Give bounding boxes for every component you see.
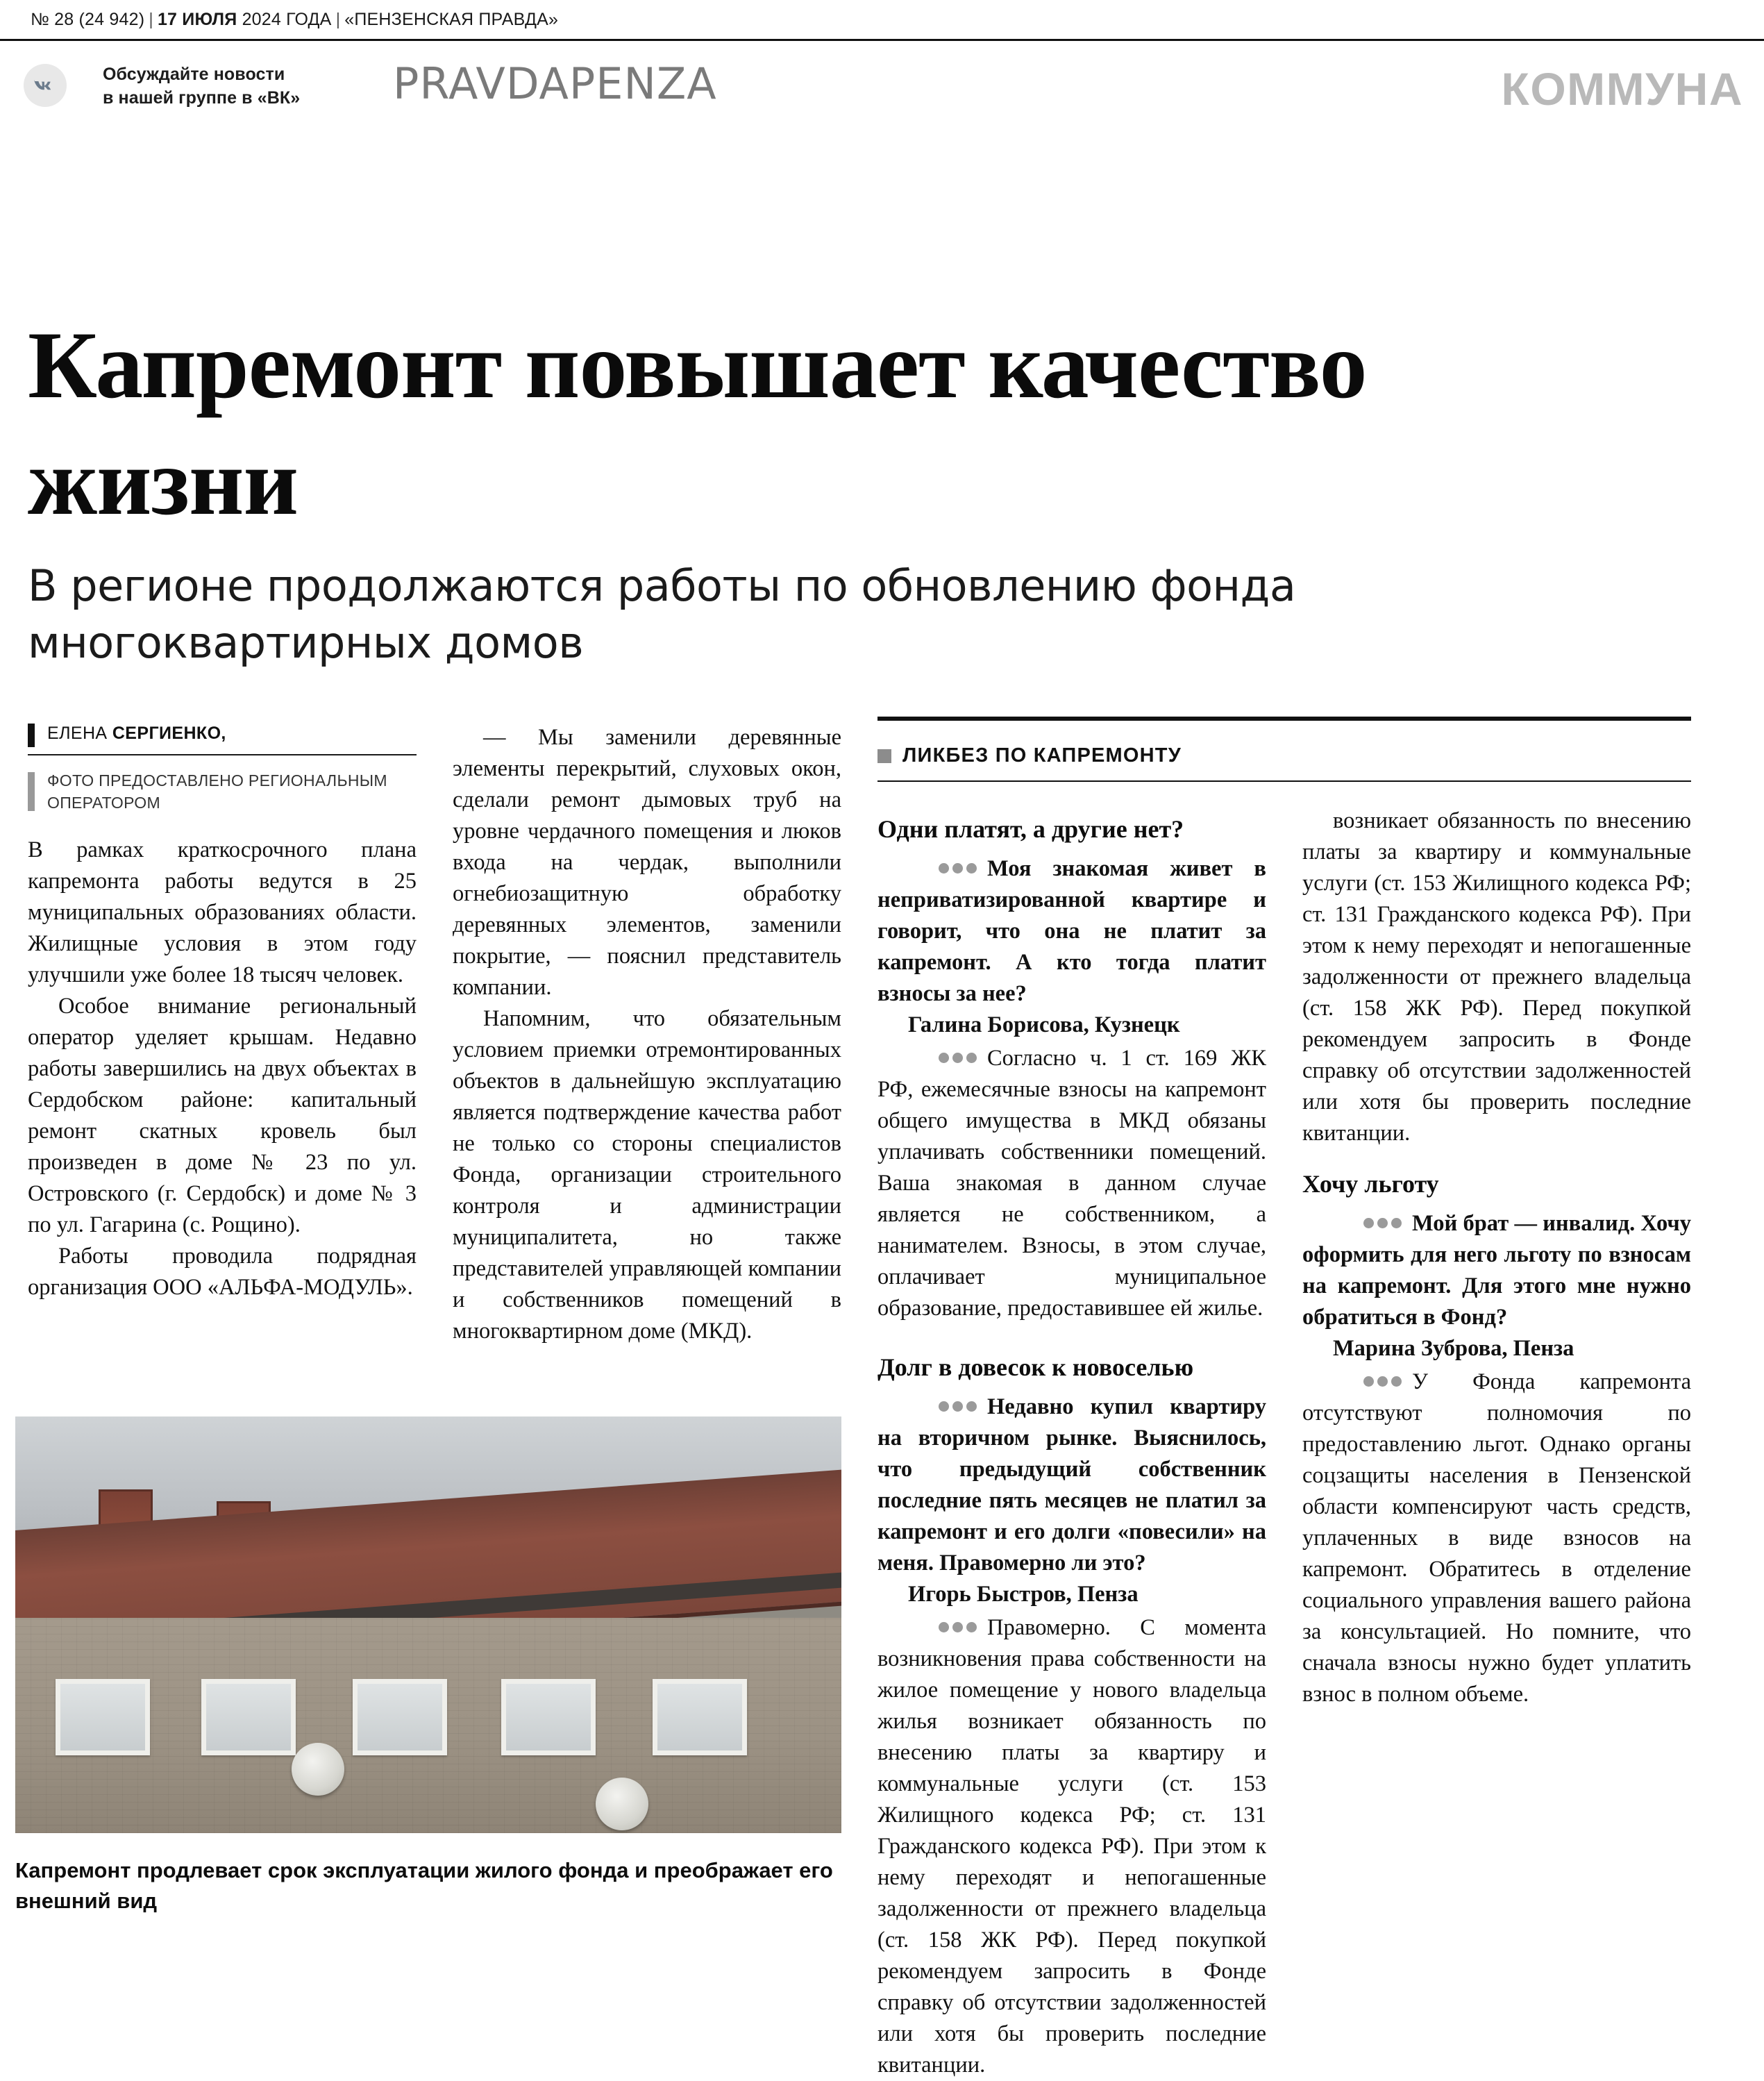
header-bar: [0, 53, 1764, 128]
qa-heading: Долг в довесок к новоселью: [877, 1353, 1194, 1381]
photo-window: [56, 1679, 150, 1755]
paper-name: «ПЕНЗЕНСКАЯ ПРАВДА»: [344, 10, 559, 29]
qa-question-text: Недавно купил квартиру на вторичном рынке. Выяснилось, что предыдущий собственник последние пять месяцев не платил за капремонт и его долги «повесили» на меня. Правомерно ли это?: [877, 1394, 1266, 1576]
column-four: [1302, 805, 1691, 1710]
masthead-line: [31, 10, 1733, 30]
qa-question: [877, 851, 1266, 1010]
qa-answer: [877, 1610, 1266, 2081]
dots-icon: [908, 1389, 980, 1421]
body-paragraph: Особое внимание региональный оператор уделяет крышам. Недавно работы завершились на двух объектах в Сердобском районе: капитальный ремонт скатных кровель был произведен в доме № 23 по ул. Островского (г. Сердобск) и доме № 3 по ул. Гагарина (с. Рощино).: [28, 994, 417, 1237]
qa-heading: Хочу льготу: [1302, 1170, 1439, 1198]
photo-window: [501, 1679, 596, 1755]
qa-answer-text: Согласно ч. 1 ст. 169 ЖК РФ, ежемесячные взносы на капремонт общего имущества в МКД обязаны уплачивать собственники помещений. Ваша знакомая в данном случае является не собственником, а нанимателем. Взносы, в этом случае, оплачивает муниципальное образование, предоставившее ей жилье.: [877, 1046, 1266, 1321]
dots-icon: [908, 1610, 980, 1641]
qa-author: Марина Зуброва, Пенза: [1333, 1336, 1574, 1361]
section-title: КОММУНА: [1501, 63, 1743, 115]
photo-credit: [28, 769, 417, 814]
qa-answer-text: Правомерно. С момента возникновения права собственности на жилое помещение у нового владельца жилья возникает обязанность по внесению платы за квартиру и коммунальные услуги (ст. 153 Жилищного кодекса РФ; ст. 131 Гражданского кодекса РФ). При этом к нему переходят и непогашенные задолженности от прежнего владельца (ст. 158 ЖК РФ). Перед покупкой рекомендуем запросить в Фонде справку об отсутствии задолженностей или хотя бы проверить последние квитанции.: [877, 1615, 1266, 2078]
masthead-divider: [0, 39, 1764, 41]
vk-promo-line-1: Обсуждайте новости: [103, 65, 285, 84]
qa-heading: Одни платят, а другие нет?: [877, 815, 1184, 843]
vk-promo-text: [103, 62, 300, 110]
issue-date-year: 2024 ГОДА: [242, 10, 332, 29]
dots-icon: [908, 851, 980, 883]
column-two: [453, 722, 841, 1347]
column-three: [877, 715, 1266, 2081]
column-one: [28, 722, 417, 1303]
body-paragraph: Работы проводила подрядная организация ООО «АЛЬФА-МОДУЛЬ».: [28, 1244, 417, 1300]
photo-caption: Капремонт продлевает срок эксплуатации жилого фонда и преображает его внешний вид: [15, 1858, 833, 1913]
photo-window: [201, 1679, 296, 1755]
qa-item: [877, 1352, 1266, 2081]
vk-promo-line-2: в нашей группе в «ВК»: [103, 88, 301, 108]
byline-marker: [28, 724, 35, 747]
qa-author: Галина Борисова, Кузнецк: [908, 1012, 1180, 1037]
byline-lastname: СЕРГИЕНКО,: [112, 724, 226, 743]
qa-question-text: Моя знакомая живет в неприватизированной квартире и говорит, что она не платит за капремонт. А кто тогда платит взносы за нее?: [877, 856, 1266, 1006]
dots-icon: [1333, 1206, 1405, 1237]
article-photo: [15, 1416, 841, 1833]
qa-answer: [1302, 1364, 1691, 1710]
body-paragraph: — Мы заменили деревянные элементы перекрытий, слуховых окон, сделали ремонт дымовых труб на уровне чердачного помещения и люков входа на чердак, выполнили огнебиозащитную обработку деревянных элементов, заменили покрытие, — пояснил представитель компании.: [453, 725, 841, 1000]
issue-number: № 28 (24 942): [31, 10, 145, 29]
masthead-separator-2: |: [335, 10, 341, 29]
masthead-separator-1: |: [149, 10, 153, 29]
qa-answer: [877, 1041, 1266, 1324]
qa-item: [877, 814, 1266, 1324]
qa-question-text: Мой брат — инвалид. Хочу оформить для него льготу по взносам на капремонт. Для этого мне нужно обратиться в Фонд?: [1302, 1211, 1691, 1330]
page-title: Капремонт повышает качество жизни: [28, 312, 1367, 535]
byline-firstname: ЕЛЕНА: [47, 724, 112, 743]
issue-date-day: 17 ИЮЛЯ: [157, 10, 237, 29]
photo-satellite-dish: [292, 1743, 344, 1796]
qa-question: [1302, 1206, 1691, 1333]
qa-author: Игорь Быстров, Пенза: [908, 1582, 1139, 1607]
qa-item: [1302, 1169, 1691, 1710]
dots-icon: [1333, 1364, 1405, 1396]
body-paragraph: В рамках краткосрочного плана капремонта работы ведутся в 25 муниципальных образованиях области. Жилищные условия в этом году улучшили уже более 18 тысяч человек.: [28, 837, 417, 987]
photo-window: [653, 1679, 747, 1755]
body-paragraph: Напомним, что обязательным условием приемки отремонтированных объектов в дальнейшую эксплуатацию является подтверждение качества работ не только со стороны специалистов Фонда, организации строительного контроля и администрации муниципалитета, но также представителей управляющей компании и собственников помещений в многоквартирном доме (МКД).: [453, 1006, 841, 1344]
byline-divider: [28, 754, 417, 755]
credit-marker: [28, 772, 35, 811]
page-subtitle: В регионе продолжаются работы по обновлению фонда многоквартирных домов: [28, 560, 1296, 669]
brand-wordmark: PRAVDAPENZA: [393, 58, 717, 109]
likbez-header-label: ЛИКБЕЗ ПО КАПРЕМОНТУ: [902, 744, 1182, 767]
vk-icon[interactable]: [24, 64, 67, 107]
qa-answer-text: У Фонда капремонта отсутствуют полномочия по предоставлению льгот. Однако органы соцзащиты населения в Пензенской области компенсируют часть средств, уплаченных в виде взносов на капремонт. Обратитесь в отделение социального управления вашего района за консультацией. Но помните, что сначала взносы нужно будет уплатить взнос в полном объеме.: [1302, 1369, 1691, 1707]
dots-icon: [908, 1041, 980, 1072]
byline: [28, 722, 417, 755]
photo-window: [353, 1679, 447, 1755]
qa-question: [877, 1389, 1266, 1579]
credit-text: ФОТО ПРЕДОСТАВЛЕНО РЕГИОНАЛЬНЫМ ОПЕРАТОРОМ: [47, 771, 387, 812]
photo-satellite-dish: [596, 1778, 648, 1830]
qa-answer-continued: возникает обязанность по внесению платы за квартиру и коммунальные услуги (ст. 153 Жилищного кодекса РФ; ст. 131 Гражданского кодекса РФ). При этом к нему переходят и непогашенные задолженности от прежнего владельца (ст. 158 ЖК РФ). Перед покупкой рекомендуем запросить в Фонде справку об отсутствии задолженностей или хотя бы проверить последние квитанции.: [1302, 808, 1691, 1146]
